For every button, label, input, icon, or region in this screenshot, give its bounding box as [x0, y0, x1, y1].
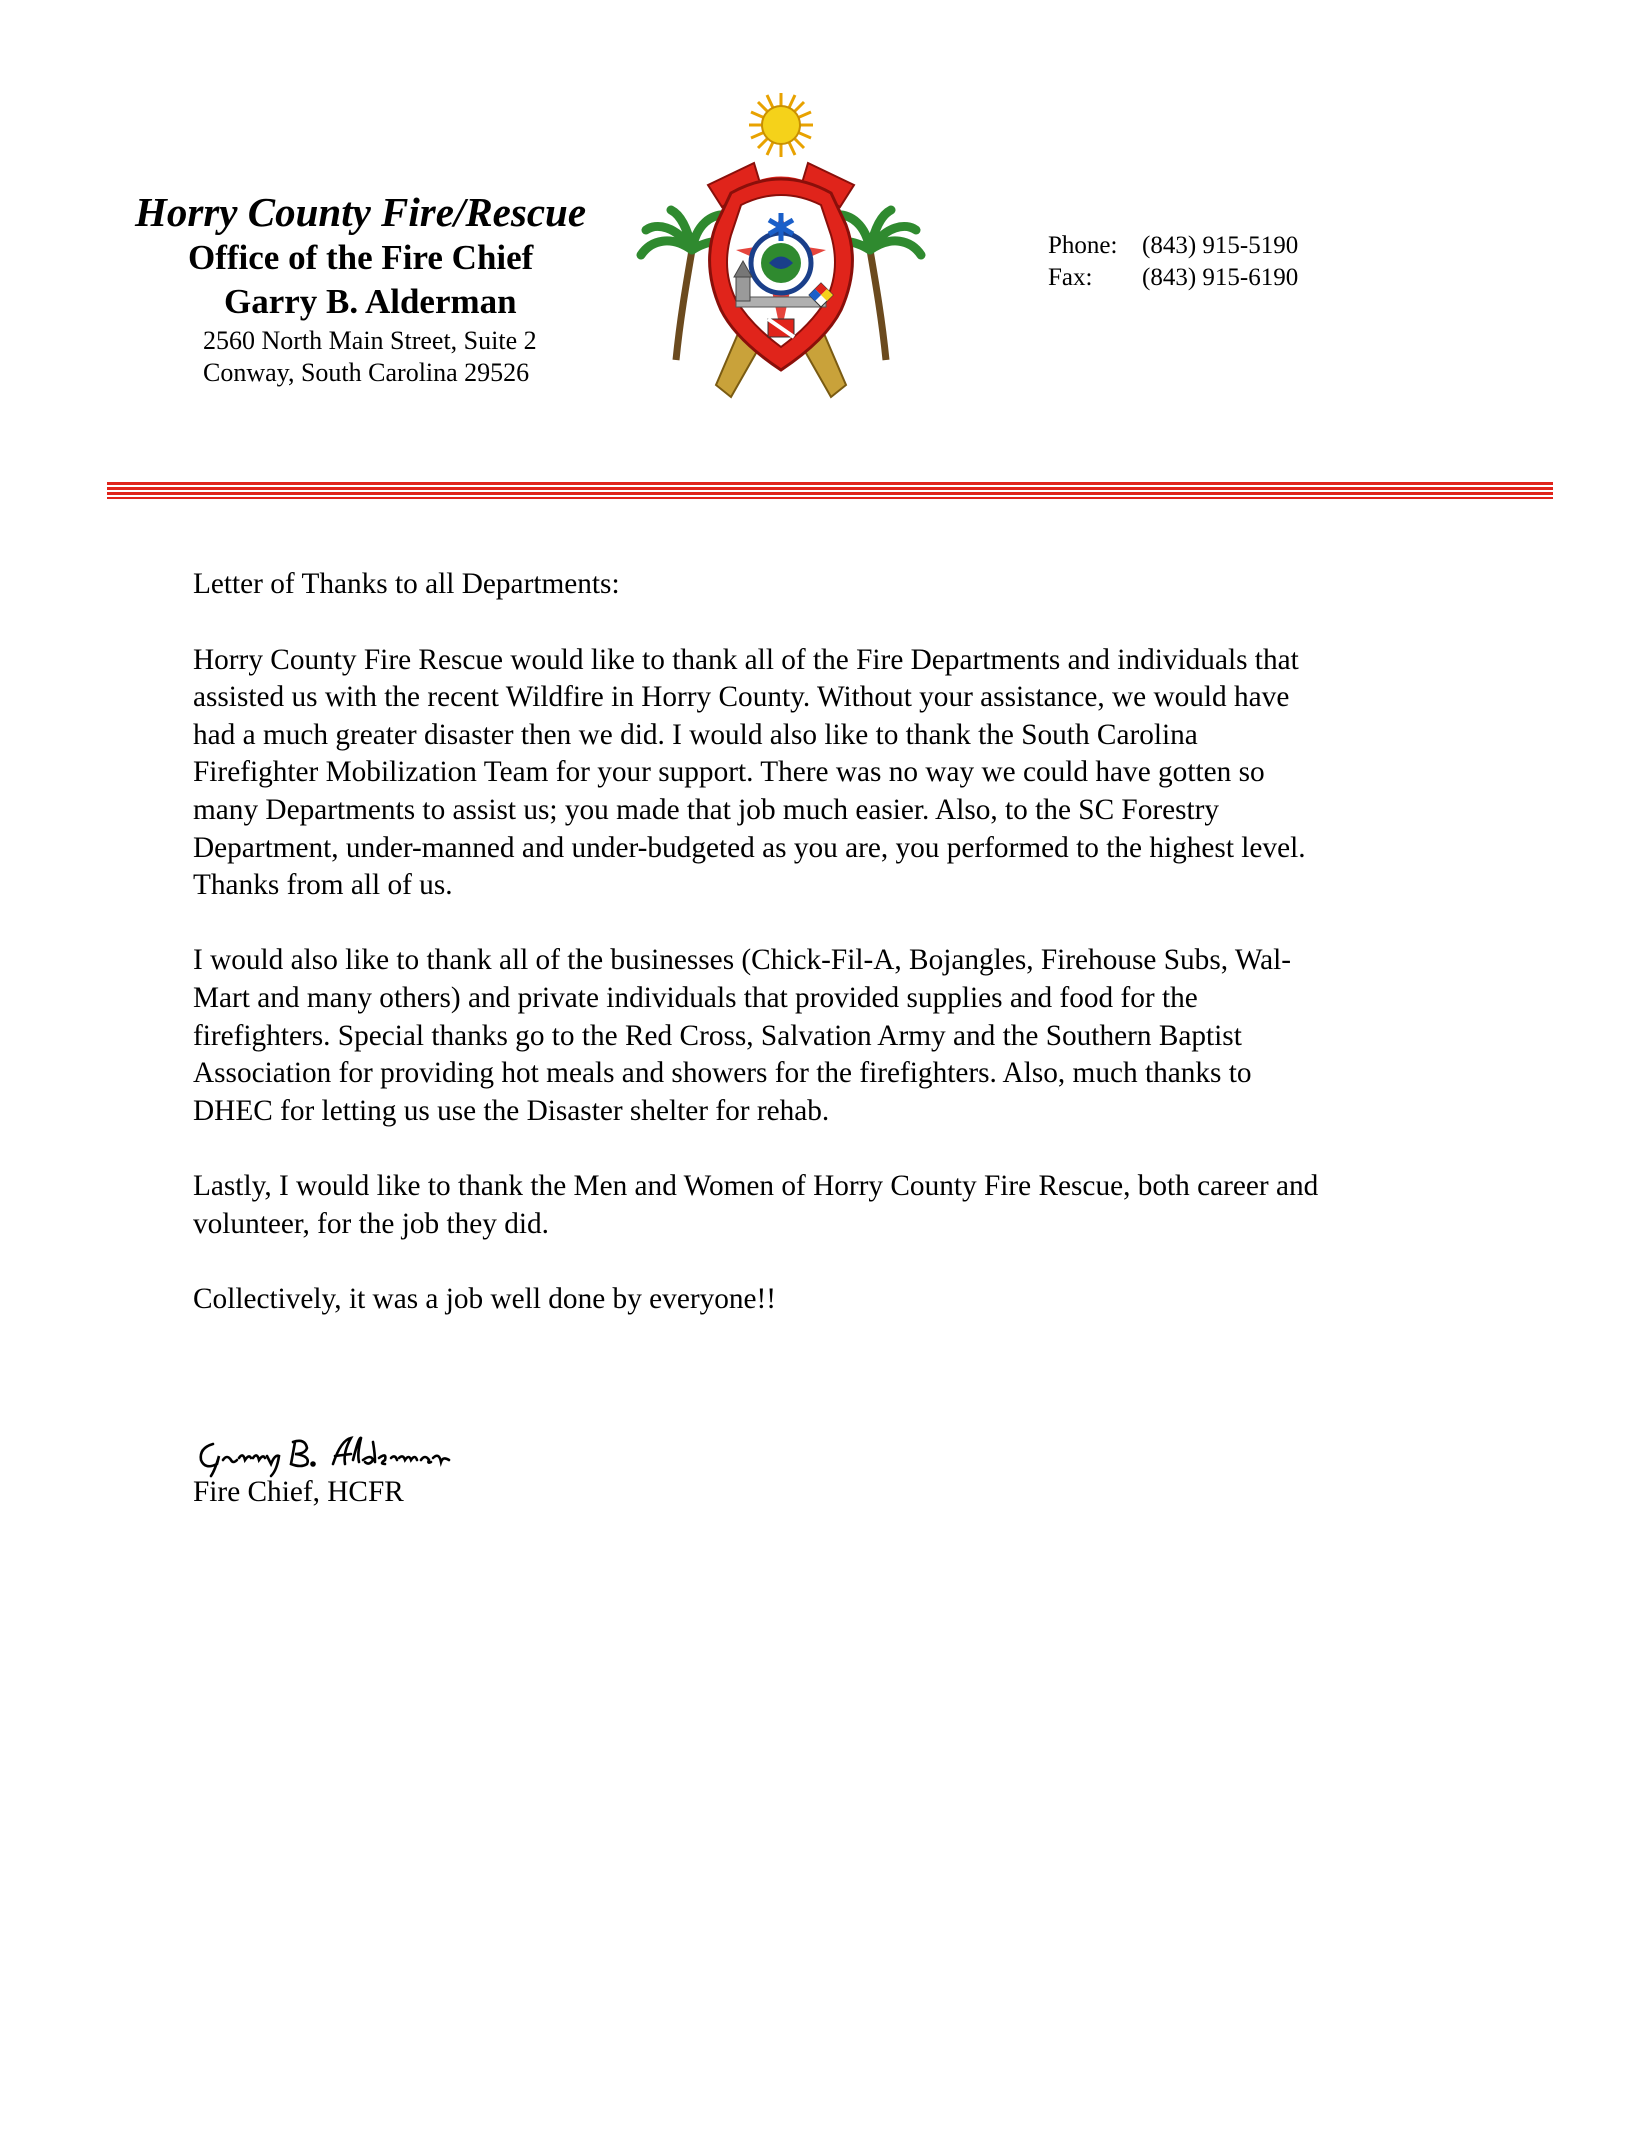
greeting: Letter of Thanks to all Departments: [193, 568, 620, 600]
handwritten-signature [193, 1430, 453, 1480]
paragraph-1: Horry County Fire Rescue would like to thank all of the Fire Departments and individuals that assisted us with the recent Wildfire in Horry County. Without your assistance, we would have had a much greater disaster then we did. I would also like to thank the South Carolina Firefighter Mobilization Team for your support. There was no way we could have gotten so many Departments to assist us; you made that job much easier. Also, to the SC Forestry Department, under-manned and under-budgeted as you are, you performed to the highest level. Thanks from all of us. [193, 643, 1306, 902]
fax-number: (843) 915-6190 [1142, 264, 1299, 291]
fax-label: Fax: [1048, 264, 1093, 291]
sun-icon [749, 93, 813, 157]
organization-name: Horry County Fire/Rescue [135, 189, 587, 235]
dive-flag-icon [768, 319, 794, 337]
letter-body [193, 566, 1493, 1356]
address-line-2: Conway, South Carolina 29526 [203, 358, 530, 387]
closing-line: Collectively, it was a job well done by everyone!! [193, 1282, 777, 1315]
office-name: Office of the Fire Chief [188, 238, 534, 277]
fax-line [1048, 264, 1298, 292]
phone-number: (843) 915-5190 [1142, 232, 1299, 259]
signer-title: Fire Chief, HCFR [193, 1476, 404, 1508]
paragraph-3: Lastly, I would like to thank the Men and Women of Horry County Fire Rescue, both career and volunteer, for the job they did. [193, 1169, 1319, 1240]
letterhead-divider [107, 482, 1553, 499]
phone-line [1048, 232, 1298, 260]
address-line-1: 2560 North Main Street, Suite 2 [203, 326, 537, 355]
fire-rescue-emblem-icon [636, 85, 926, 420]
paragraph-2: I would also like to thank all of the businesses (Chick-Fil-A, Bojangles, Firehouse Subs, Wal- Mart and many others) and private individuals that provided supplies and food for the firefighters. Special thanks go to the Red Cross, Salvation Army and the Southern Baptist Association for providing hot meals and showers for the firefighters. Also, much thanks to DHEC for letting us use the Disaster shelter for rehab. [193, 944, 1292, 1127]
chief-name: Garry B. Alderman [224, 282, 517, 321]
phone-label: Phone: [1048, 232, 1118, 259]
